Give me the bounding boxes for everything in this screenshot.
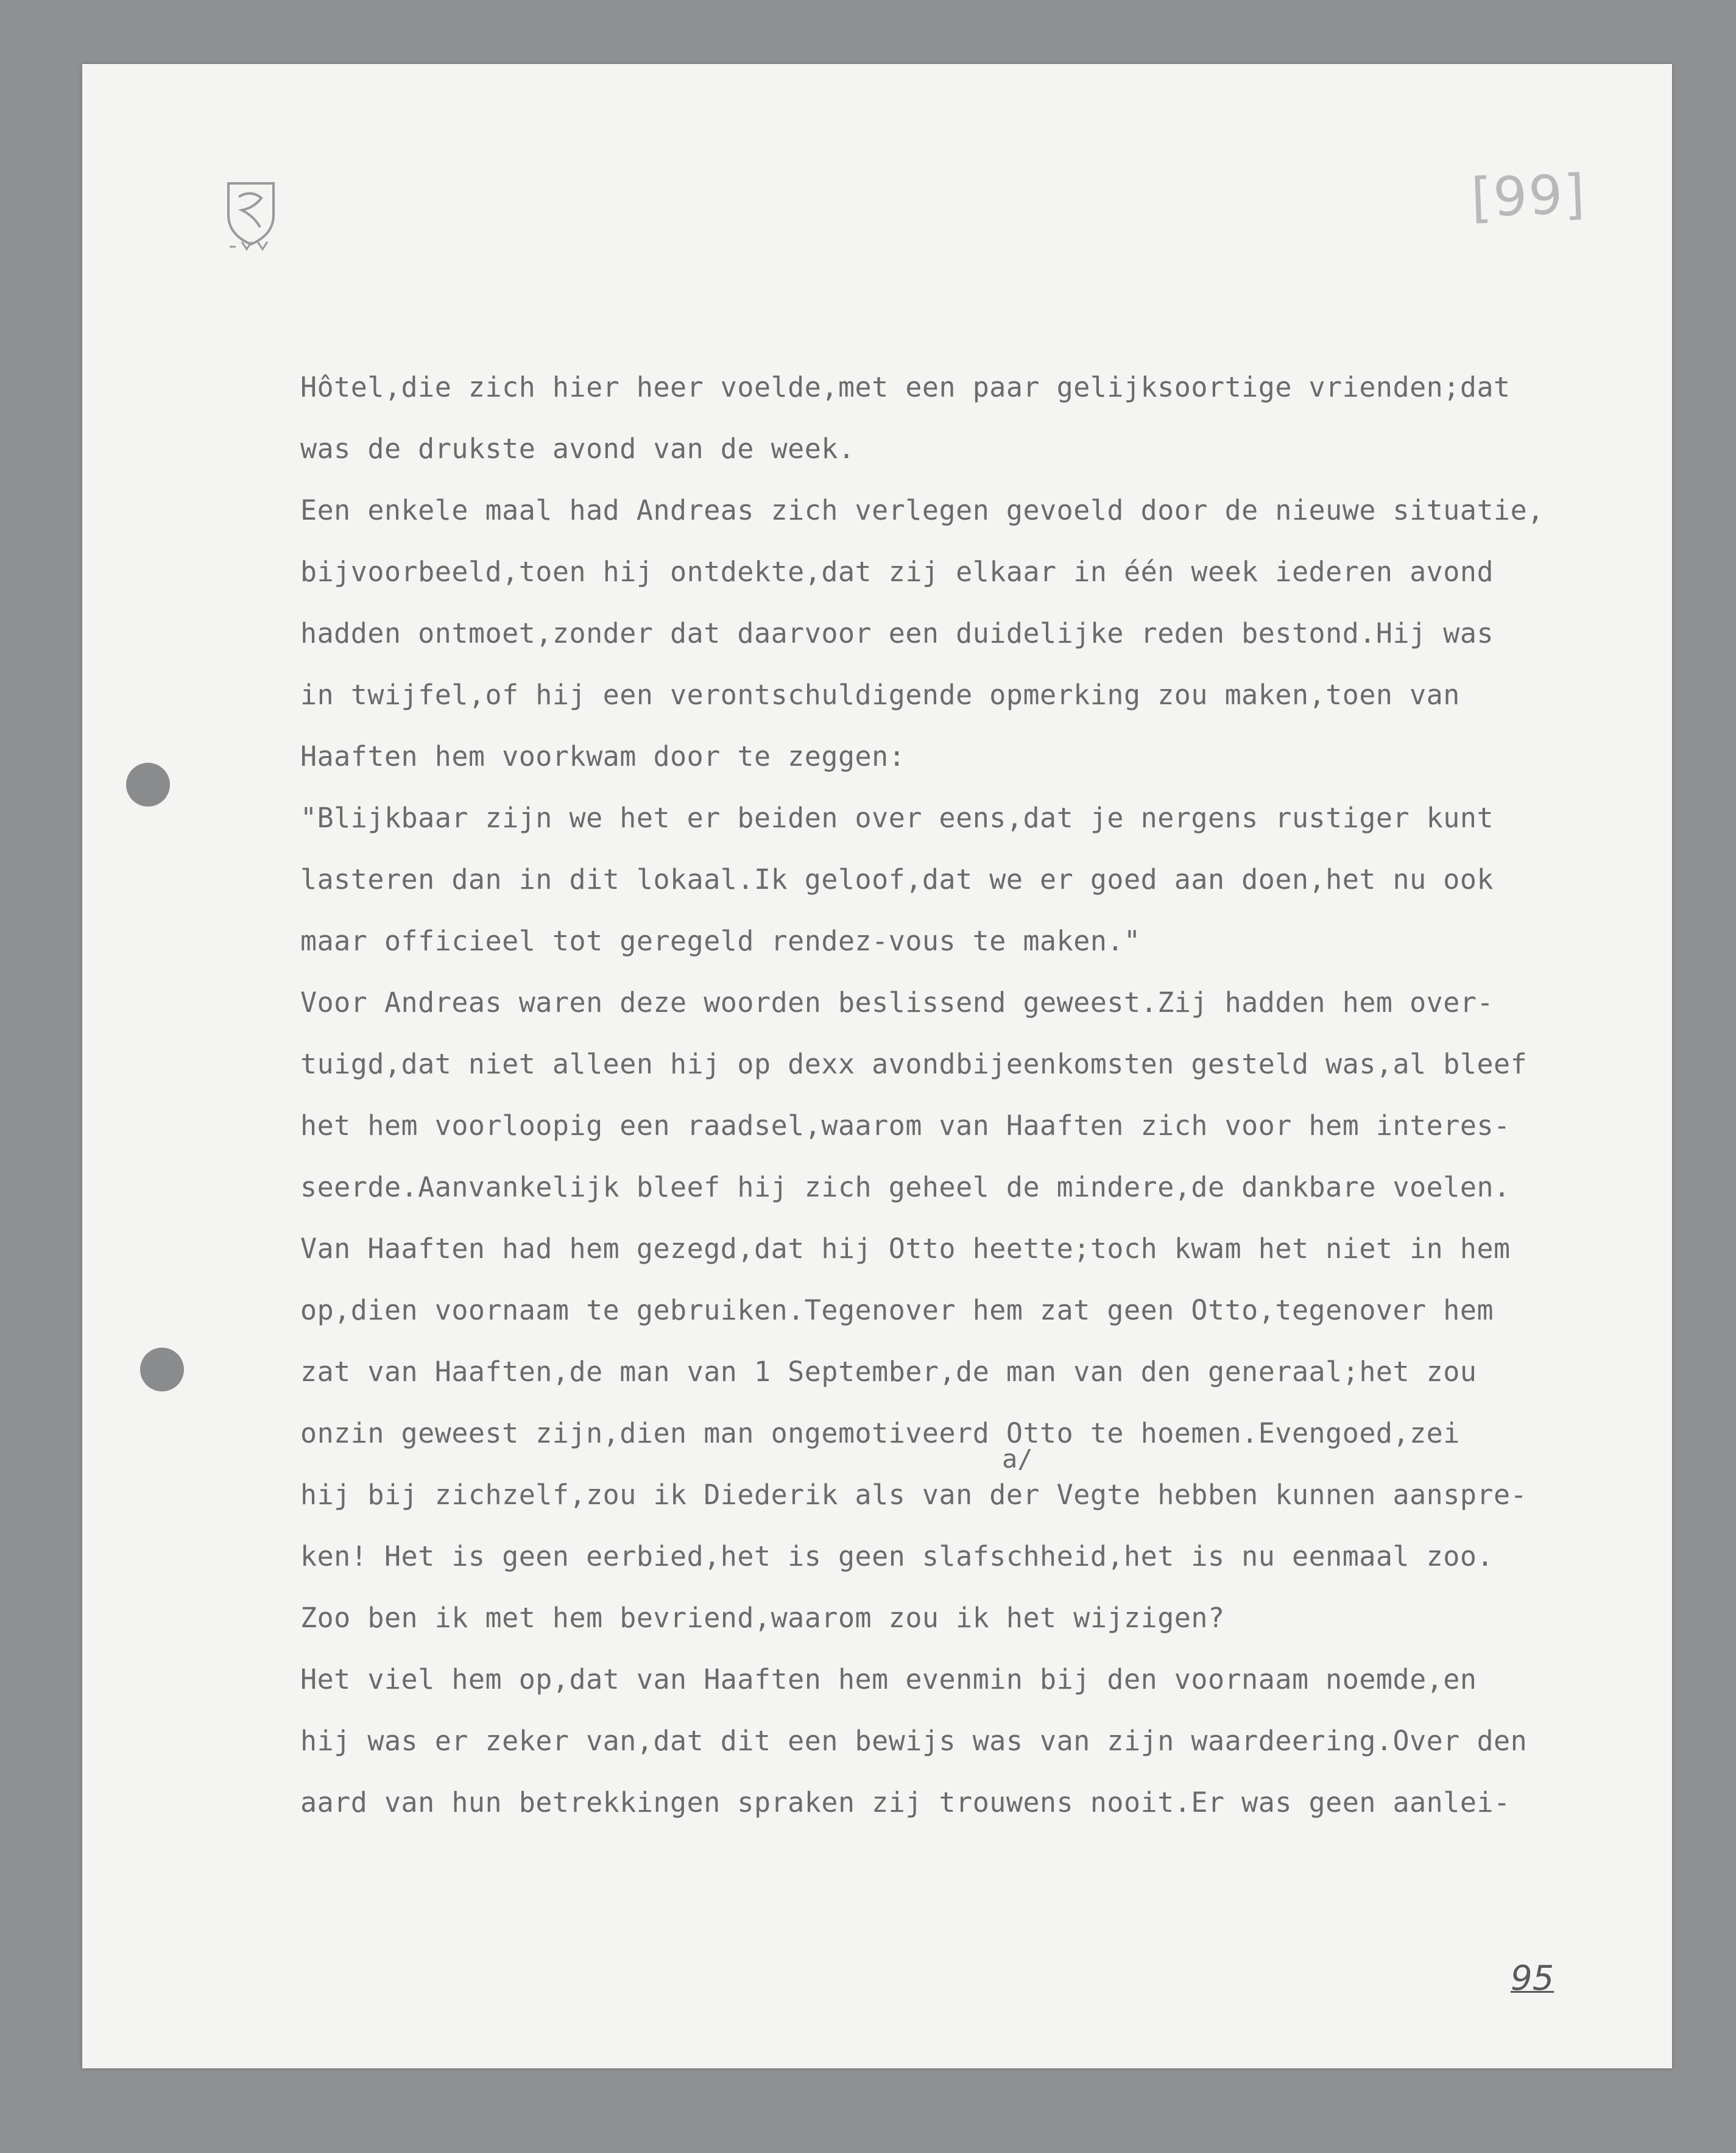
text-line: onzin geweest zijn,dien man ongemotiveerd Otto te hoemen.Evengoed,zei: [300, 1417, 1460, 1449]
text-line: Van Haaften had hem gezegd,dat hij Otto heette;toch kwam het niet in hem: [300, 1232, 1511, 1265]
text-line: Het viel hem op,dat van Haaften hem evenmin bij den voornaam noemde,en: [300, 1663, 1477, 1695]
text-line: Een enkele maal had Andreas zich verlegen gevoeld door de nieuwe situatie,: [300, 494, 1544, 526]
text-line: op,dien voornaam te gebruiken.Tegenover hem zat geen Otto,tegenover hem: [300, 1294, 1494, 1326]
typed-body-text: [300, 363, 1671, 1840]
text-line: in twijfel,of hij een verontschuldigende opmerking zou maken,toen van: [300, 679, 1460, 711]
text-line: hij bij zichzelf,zou ik Diederik als van der Vegte hebben kunnen aanspre-: [300, 1479, 1528, 1511]
text-line: hadden ontmoet,zonder dat daarvoor een duidelijke reden bestond.Hij was: [300, 617, 1494, 649]
text-line: was de drukste avond van de week.: [300, 433, 855, 465]
text-line: Voor Andreas waren deze woorden beslissend geweest.Zij hadden hem over-: [300, 986, 1494, 1019]
punch-hole: [126, 763, 170, 807]
punch-hole: [140, 1348, 184, 1391]
text-line: Haaften hem voorkwam door te zeggen:: [300, 740, 906, 772]
text-line: aard van hun betrekkingen spraken zij trouwens nooit.Er was geen aanlei-: [300, 1786, 1511, 1819]
archive-number: [99]: [1470, 162, 1587, 230]
text-line: hij was er zeker van,dat dit een bewijs was van zijn waardeering.Over den: [300, 1725, 1528, 1757]
text-line: ken! Het is geen eerbied,het is geen slafschheid,het is nu eenmaal zoo.: [300, 1540, 1494, 1572]
text-line: zat van Haaften,de man van 1 September,de man van den generaal;het zou: [300, 1356, 1477, 1388]
text-line: Zoo ben ik met hem bevriend,waarom zou ik het wijzigen?: [300, 1602, 1225, 1634]
text-line: bijvoorbeeld,toen hij ontdekte,dat zij elkaar in één week iederen avond: [300, 556, 1494, 588]
page-number: 95: [1511, 1959, 1554, 1998]
text-line: maar officieel tot geregeld rendez-vous te maken.": [300, 925, 1141, 957]
text-line: het hem voorloopig een raadsel,waarom van Haaften zich voor hem interes-: [300, 1109, 1511, 1142]
text-line: lasteren dan in dit lokaal.Ik geloof,dat we er goed aan doen,het nu ook: [300, 863, 1494, 896]
text-line: seerde.Aanvankelijk bleef hij zich geheel de mindere,de dankbare voelen.: [300, 1171, 1511, 1203]
text-line: "Blijkbaar zijn we het er beiden over eens,dat je nergens rustiger kunt: [300, 802, 1494, 834]
handwritten-correction: a/: [1002, 1444, 1033, 1474]
text-line: tuigd,dat niet alleen hij op dexx avondbijeenkomsten gesteld was,al bleef: [300, 1048, 1528, 1080]
text-line: Hôtel,die zich hier heer voelde,met een paar gelijksoortige vrienden;dat: [300, 371, 1511, 403]
archive-stamp-icon: [224, 179, 278, 252]
